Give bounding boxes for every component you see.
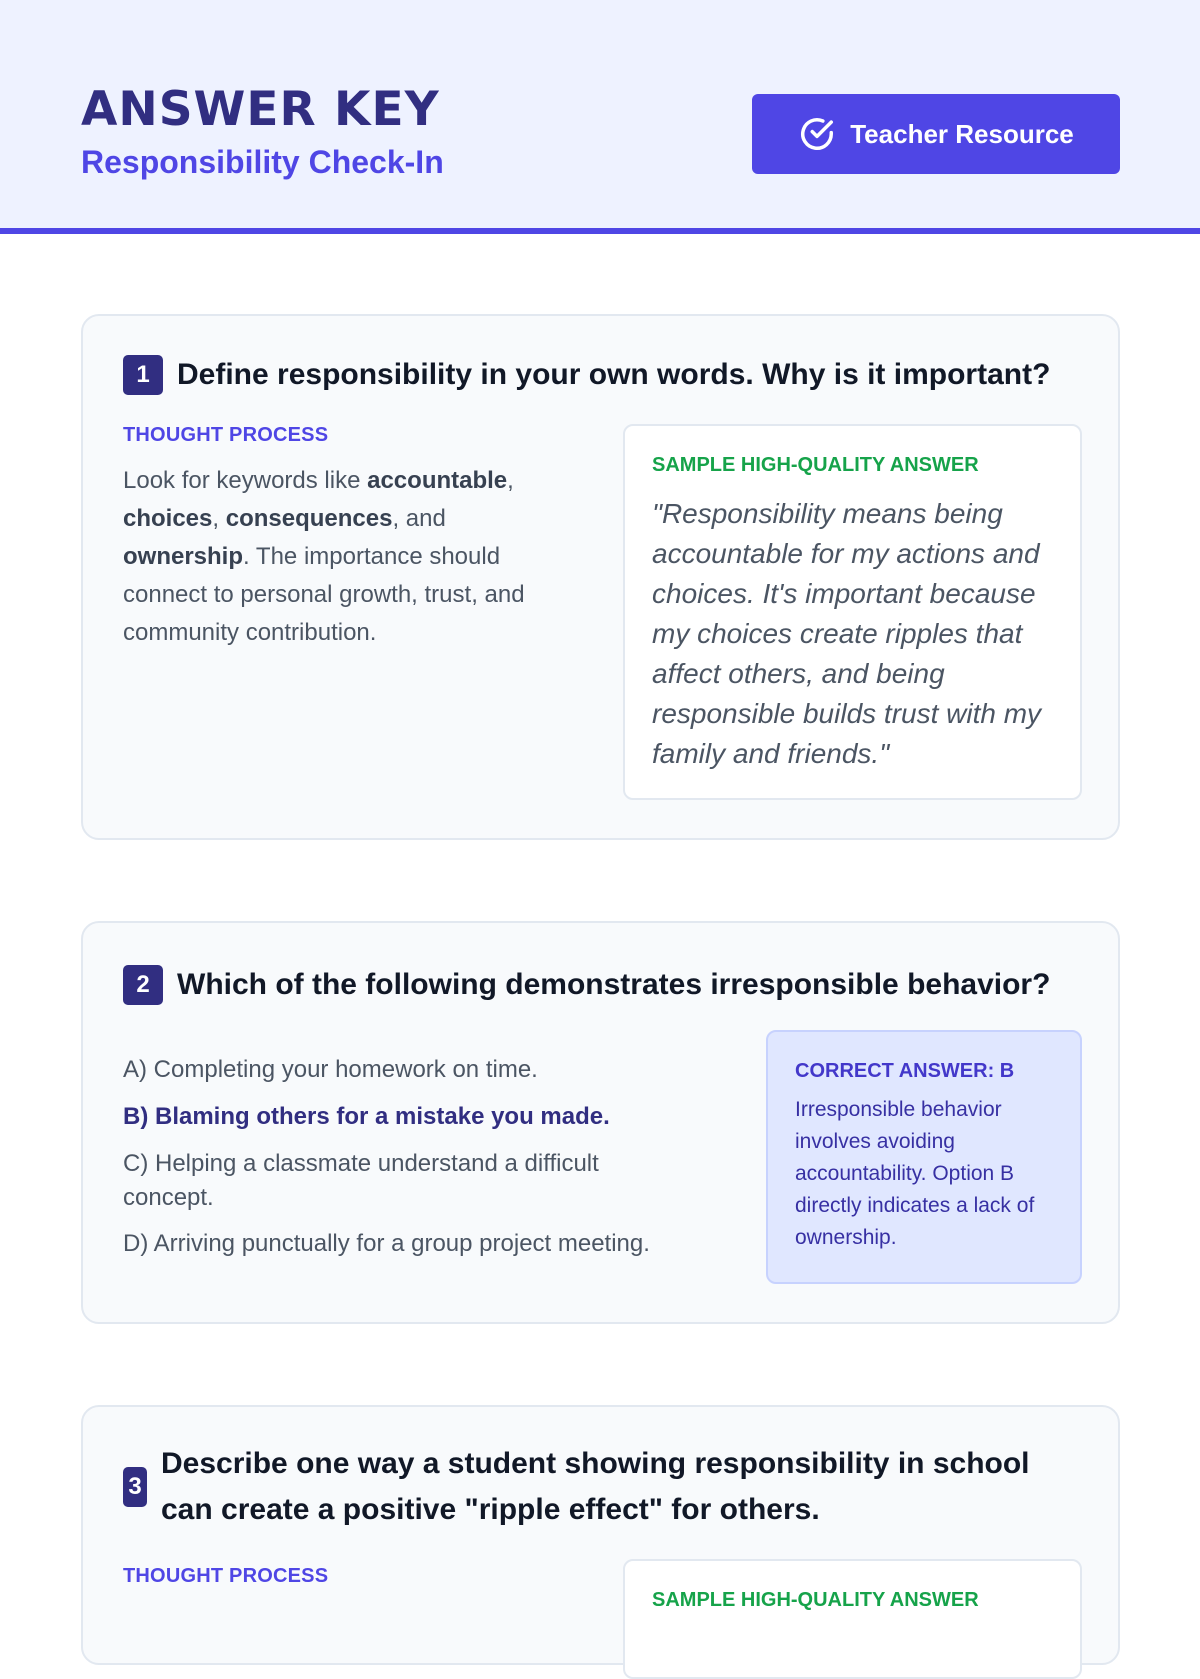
question-header-3	[123, 1441, 1053, 1533]
question-number-badge: 2	[123, 965, 163, 1005]
sample-answer-box	[623, 1559, 1082, 1679]
teacher-resource-label: Teacher Resource	[850, 118, 1074, 149]
correct-answer-explanation: Irresponsible behavior involves avoiding accountability. Option B directly indicates a lack of ownership.	[795, 1098, 1035, 1249]
keyword: choices	[123, 505, 213, 532]
sample-answer-label: SAMPLE HIGH-QUALITY ANSWER	[652, 1589, 979, 1611]
keyword: consequences	[225, 505, 393, 532]
answer-option-b: B) Blaming others for a mistake you made.	[123, 1103, 610, 1130]
teacher-resource-button[interactable]	[752, 94, 1120, 174]
correct-answer-label: CORRECT ANSWER: B	[795, 1060, 1015, 1082]
question-header-1	[123, 352, 1050, 398]
question-header-2	[123, 962, 1050, 1008]
answer-option-d: D) Arriving punctually for a group project meeting.	[123, 1230, 650, 1257]
sample-answer-label: SAMPLE HIGH-QUALITY ANSWER	[652, 454, 979, 476]
correct-answer-box	[766, 1030, 1082, 1284]
thought-process-label: THOUGHT PROCESS	[123, 424, 329, 446]
keyword: ownership	[123, 543, 244, 570]
question-card-1	[81, 314, 1120, 840]
answer-option-a: A) Completing your homework on time.	[123, 1056, 538, 1083]
question-text: Which of the following demonstrates irresponsible behavior?	[177, 968, 1051, 1001]
page-header	[0, 0, 1200, 234]
question-text: Define responsibility in your own words. Why is it important?	[177, 358, 1051, 391]
page-subtitle: Responsibility Check-In	[81, 144, 444, 180]
check-circle-icon	[798, 115, 836, 153]
sample-answer-box	[623, 424, 1082, 800]
keyword: accountable	[367, 467, 508, 494]
question-number-badge: 1	[123, 355, 163, 395]
question-number-badge: 3	[123, 1467, 147, 1507]
answer-option-c: C) Helping a classmate understand a difficult concept.	[123, 1150, 599, 1211]
thought-process-label: THOUGHT PROCESS	[123, 1565, 329, 1587]
thought-process-text: Look for keywords like accountable, choices, consequences, and ownership. The importance should connect to personal growth, trust, and community contribution.	[123, 467, 525, 646]
question-card-2	[81, 921, 1120, 1324]
question-card-3	[81, 1405, 1120, 1665]
question-text: Describe one way a student showing responsibility in school can create a positive "ripple effect" for others.	[161, 1447, 1030, 1526]
sample-answer-text: "Responsibility means being accountable for my actions and choices. It's important because my choices create ripples that affect others, and being responsible builds trust with my family and friends."	[652, 498, 1042, 769]
page-title: ANSWER KEY	[81, 82, 440, 137]
